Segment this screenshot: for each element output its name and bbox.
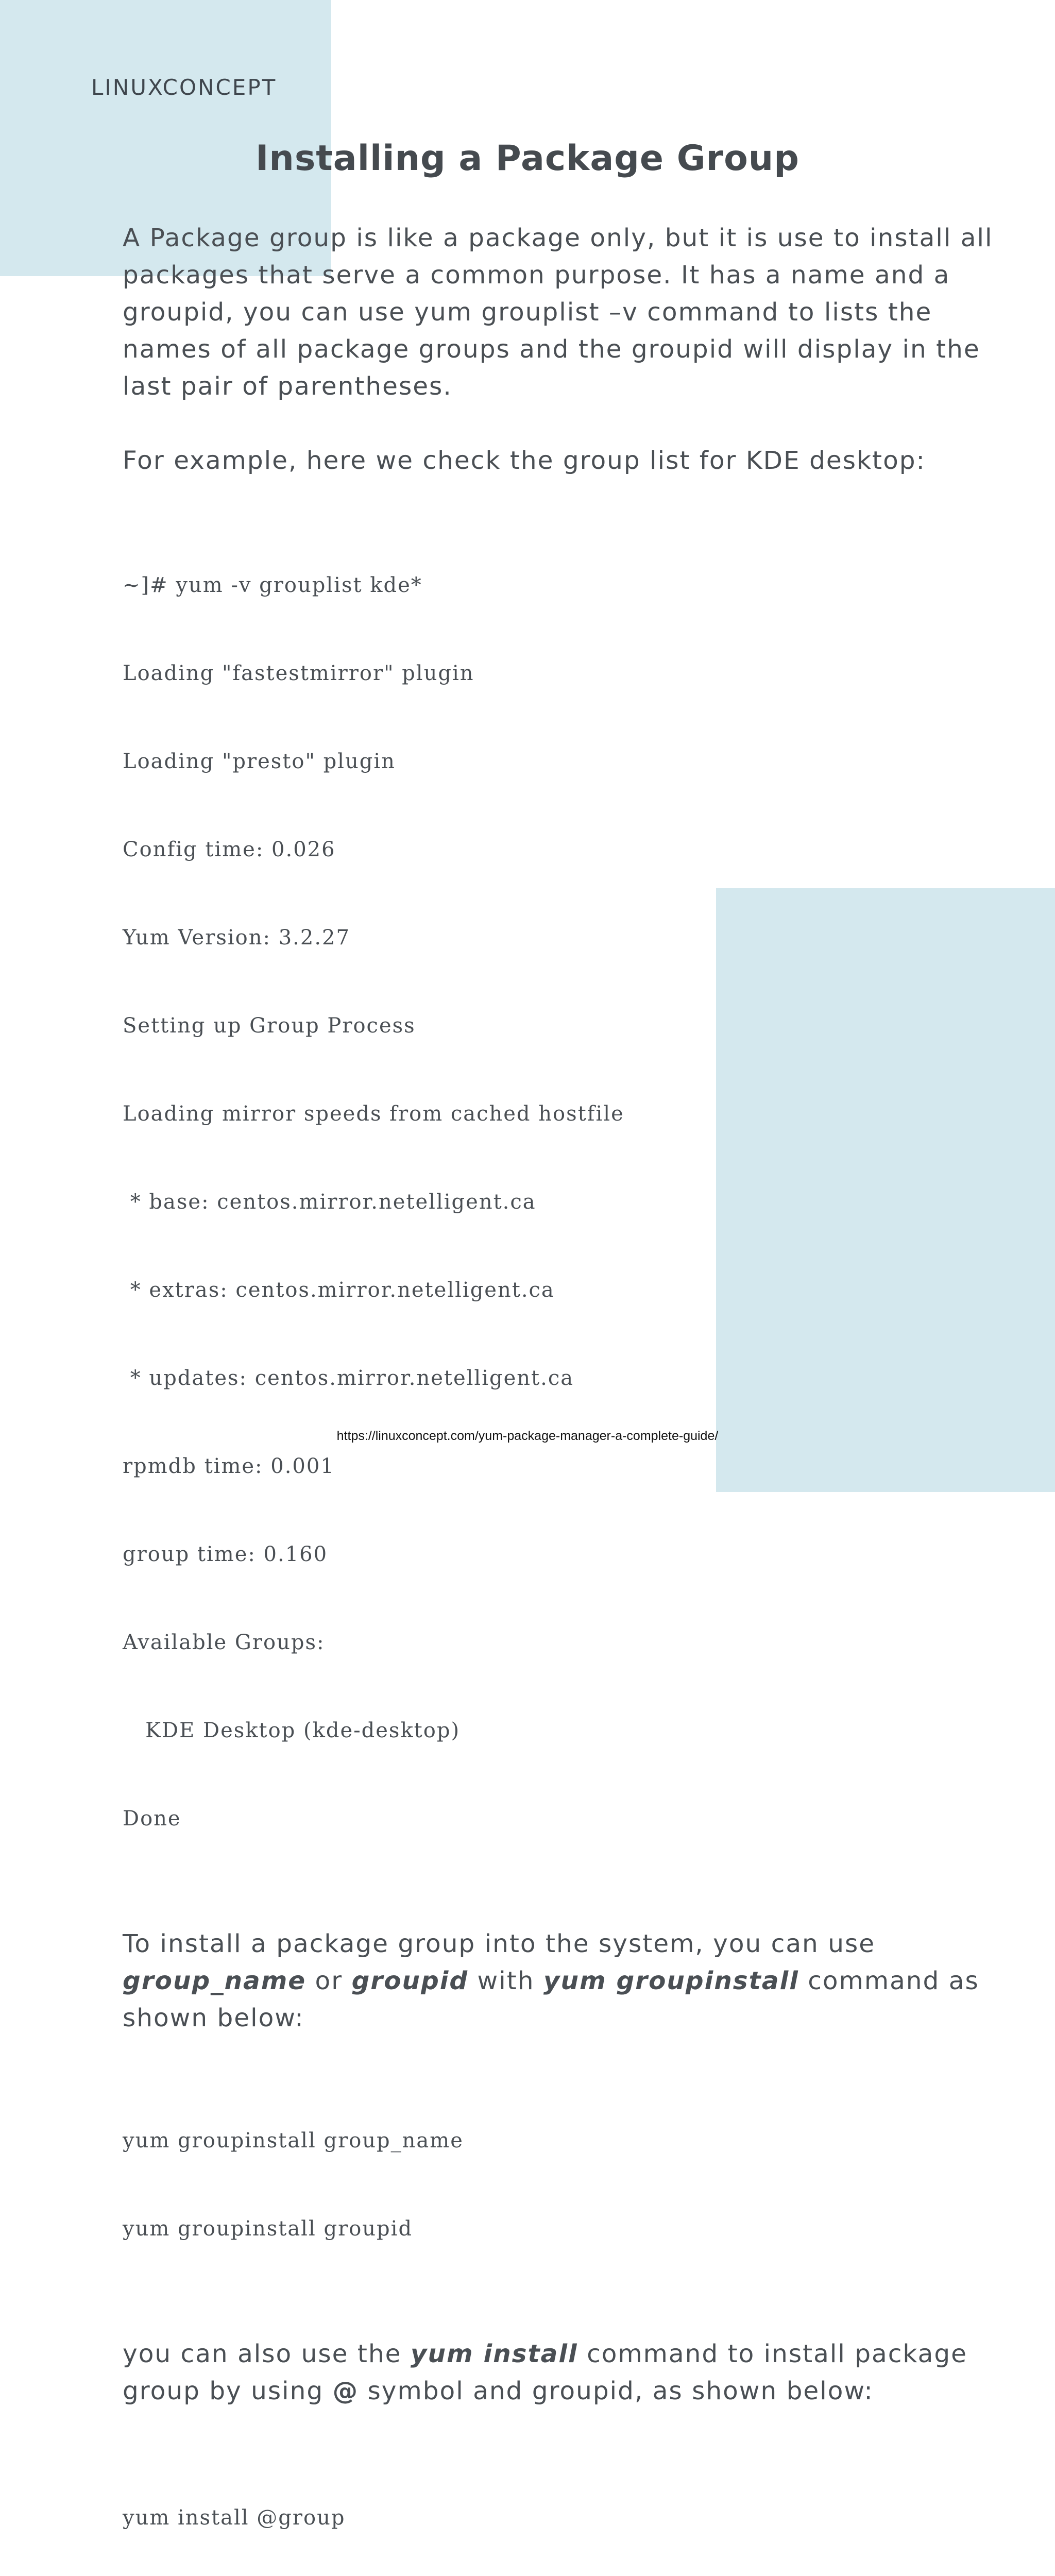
paragraph-intro: A Package group is like a package only, but it is use to install all packages that serve a common purpose. It has a name and a groupid, you can use yum grouplist –v command to lists the names of all package groups and the groupid will display in the last pair of parentheses. (123, 224, 993, 401)
code-block-yum-install (123, 2445, 998, 2576)
text-segment: command to install package group by using (123, 2340, 968, 2405)
code-line: KDE Desktop (kde-desktop) (123, 1719, 461, 1742)
code-line: * updates: centos.mirror.netelligent.ca (123, 1366, 574, 1390)
brand-logo-text: LINUXCONCEPT (91, 75, 277, 100)
text-segment: with (468, 1967, 543, 1995)
code-line: group time: 0.160 (123, 1543, 328, 1566)
article-body (123, 219, 998, 2576)
footer-source-url: https://linuxconcept.com/yum-package-manager-a-complete-guide/ (336, 1429, 719, 1443)
code-block-grouplist (123, 512, 998, 1892)
code-line: Yum Version: 3.2.27 (123, 926, 350, 950)
code-line: Loading "fastestmirror" plugin (123, 662, 474, 685)
emphasis-yum-install: yum install (410, 2340, 578, 2368)
emphasis-group-name: group_name (123, 1967, 307, 1995)
code-line: rpmdb time: 0.001 (123, 1454, 335, 1478)
page-title: Installing a Package Group (256, 138, 799, 179)
code-line: yum groupinstall groupid (123, 2217, 413, 2241)
code-line: Loading mirror speeds from cached hostfile (123, 1102, 624, 1126)
code-line: Done (123, 1807, 181, 1831)
code-line: ~]# yum -v grouplist kde* (123, 573, 422, 597)
at-symbol: @ (332, 2377, 359, 2405)
paragraph-example: For example, here we check the group list for KDE desktop: (123, 446, 926, 475)
code-line: Config time: 0.026 (123, 838, 336, 861)
text-segment: or (306, 1967, 352, 1995)
emphasis-yum-groupinstall: yum groupinstall (543, 1967, 799, 1995)
code-line: Available Groups: (123, 1631, 325, 1654)
paragraph-yum-install (123, 2335, 998, 2410)
paragraph-groupinstall (123, 1925, 998, 2037)
code-block-groupinstall (123, 2067, 998, 2302)
emphasis-groupid: groupid (351, 1967, 469, 1995)
text-segment: To install a package group into the system, you can use (123, 1929, 876, 1958)
code-line: Loading "presto" plugin (123, 750, 396, 773)
code-line: * base: centos.mirror.netelligent.ca (123, 1190, 536, 1214)
text-segment: you can also use the (123, 2340, 411, 2368)
code-line: yum install @group (123, 2506, 346, 2530)
code-line: yum groupinstall group_name (123, 2129, 464, 2153)
text-segment: command as shown below: (123, 1967, 979, 2032)
code-line: * extras: centos.mirror.netelligent.ca (123, 1278, 555, 1302)
code-line: Setting up Group Process (123, 1014, 416, 1038)
text-segment: symbol and groupid, as shown below: (359, 2377, 874, 2405)
